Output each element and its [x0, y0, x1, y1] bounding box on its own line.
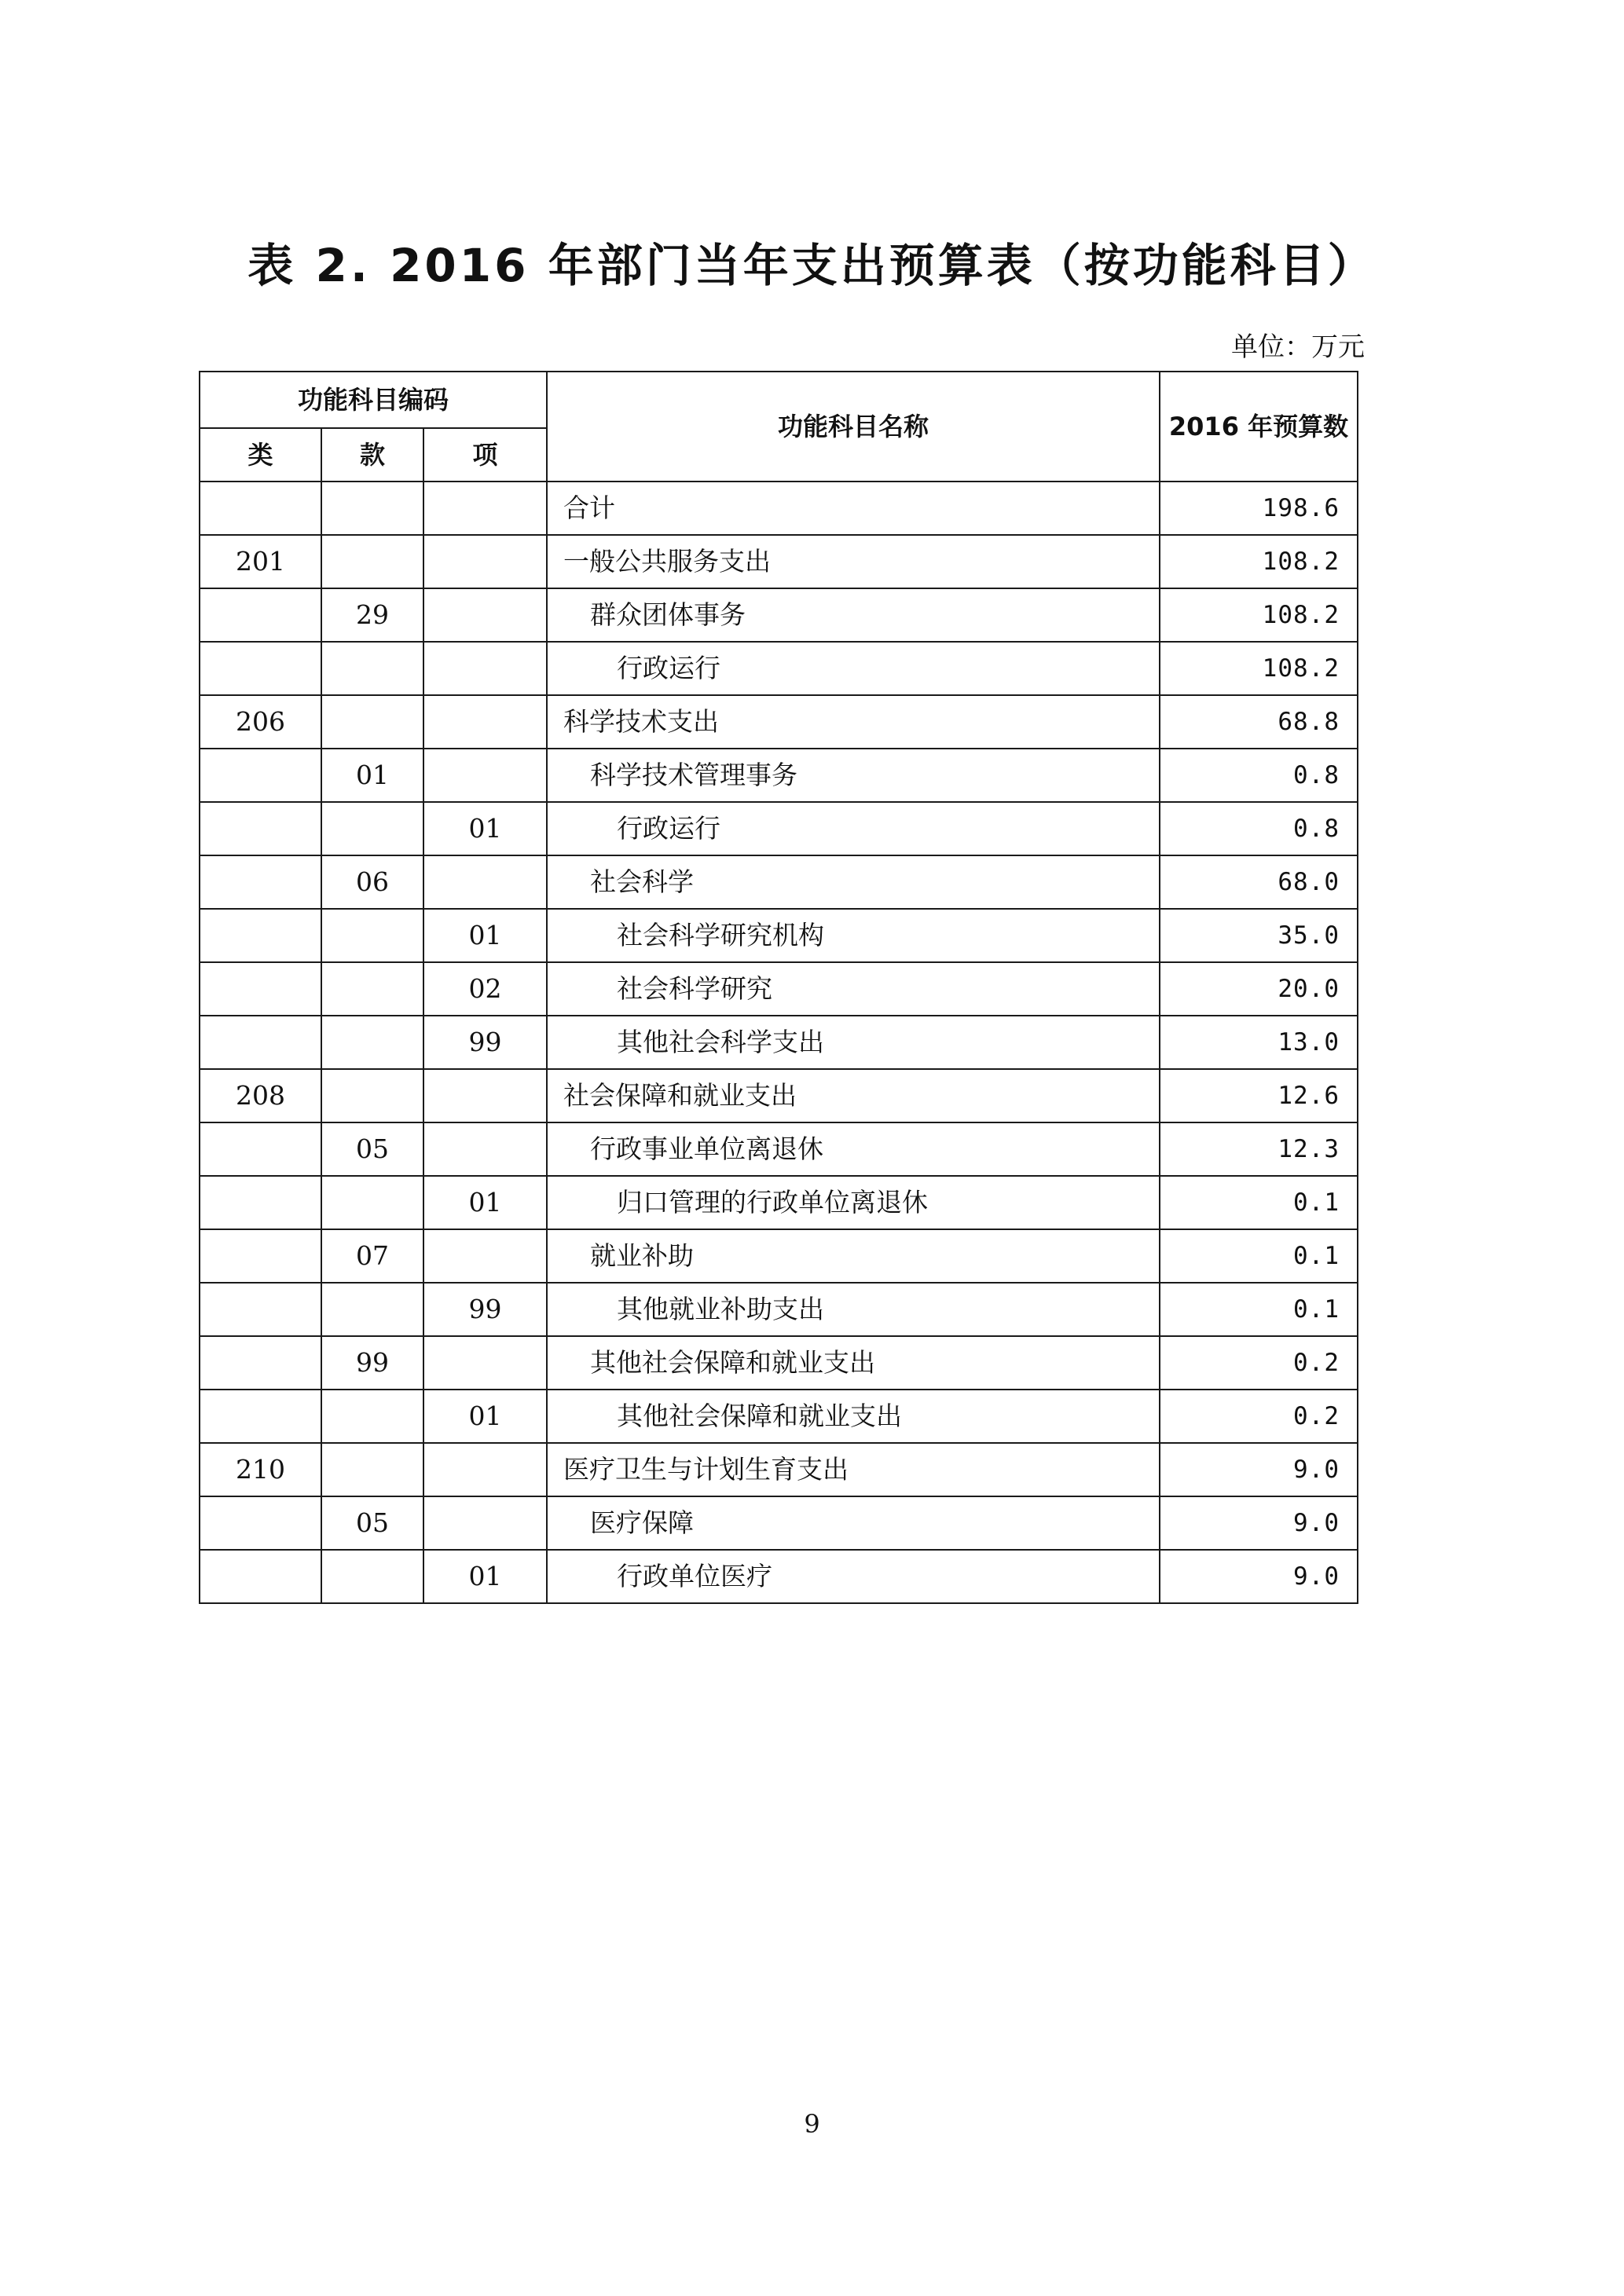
cell-kuan: 29: [321, 588, 423, 642]
table-row: [200, 855, 1358, 909]
cell-name: 科学技术支出: [547, 695, 1160, 749]
cell-kuan: 06: [321, 855, 423, 909]
cell-name: 其他社会保障和就业支出: [547, 1336, 1160, 1390]
cell-amount: 0.2: [1160, 1390, 1358, 1443]
cell-kuan: [321, 642, 423, 695]
cell-name: 行政事业单位离退休: [547, 1122, 1160, 1176]
cell-amount: 13.0: [1160, 1016, 1358, 1069]
cell-xiang: 01: [423, 1176, 547, 1229]
cell-xiang: 01: [423, 802, 547, 855]
cell-xiang: [423, 1443, 547, 1496]
cell-lei: [200, 1016, 321, 1069]
table-row: [200, 695, 1358, 749]
cell-name: 其他社会科学支出: [547, 1016, 1160, 1069]
cell-lei: [200, 909, 321, 962]
table-row: [200, 749, 1358, 802]
table-row: [200, 1496, 1358, 1550]
cell-amount: 9.0: [1160, 1496, 1358, 1550]
cell-lei: 208: [200, 1069, 321, 1122]
header-lei: 类: [200, 428, 321, 482]
cell-xiang: [423, 1229, 547, 1283]
cell-xiang: 02: [423, 962, 547, 1016]
cell-name: 社会科学研究: [547, 962, 1160, 1016]
cell-name: 社会科学: [547, 855, 1160, 909]
cell-lei: [200, 482, 321, 535]
cell-name: 群众团体事务: [547, 588, 1160, 642]
cell-lei: [200, 1229, 321, 1283]
cell-lei: [200, 962, 321, 1016]
cell-kuan: [321, 482, 423, 535]
cell-name: 医疗保障: [547, 1496, 1160, 1550]
table-row: [200, 1016, 1358, 1069]
header-name: 功能科目名称: [547, 372, 1160, 482]
cell-kuan: 05: [321, 1122, 423, 1176]
cell-xiang: [423, 535, 547, 588]
cell-xiang: [423, 1069, 547, 1122]
cell-amount: 12.3: [1160, 1122, 1358, 1176]
cell-amount: 0.1: [1160, 1283, 1358, 1336]
table-row: [200, 1176, 1358, 1229]
cell-lei: [200, 749, 321, 802]
table-row: [200, 642, 1358, 695]
table-row: [200, 1283, 1358, 1336]
cell-kuan: 01: [321, 749, 423, 802]
cell-name: 科学技术管理事务: [547, 749, 1160, 802]
table-header: [200, 372, 1358, 482]
table-row: [200, 1443, 1358, 1496]
page-title: 表 2. 2016 年部门当年支出预算表（按功能科目）: [247, 239, 1377, 292]
cell-amount: 0.2: [1160, 1336, 1358, 1390]
cell-xiang: [423, 855, 547, 909]
table-row: [200, 962, 1358, 1016]
cell-lei: [200, 1390, 321, 1443]
cell-amount: 0.8: [1160, 749, 1358, 802]
cell-kuan: [321, 802, 423, 855]
cell-kuan: [321, 695, 423, 749]
table-row: [200, 1390, 1358, 1443]
cell-xiang: [423, 749, 547, 802]
cell-xiang: [423, 1122, 547, 1176]
cell-lei: [200, 588, 321, 642]
cell-amount: 0.8: [1160, 802, 1358, 855]
cell-kuan: 07: [321, 1229, 423, 1283]
page-number: 9: [804, 2109, 820, 2139]
cell-xiang: [423, 642, 547, 695]
cell-name: 行政运行: [547, 642, 1160, 695]
cell-name: 行政运行: [547, 802, 1160, 855]
cell-amount: 20.0: [1160, 962, 1358, 1016]
table-row: [200, 1229, 1358, 1283]
cell-lei: 210: [200, 1443, 321, 1496]
cell-xiang: 01: [423, 909, 547, 962]
cell-kuan: [321, 1443, 423, 1496]
cell-amount: 108.2: [1160, 535, 1358, 588]
table-row: [200, 1069, 1358, 1122]
cell-lei: [200, 642, 321, 695]
cell-lei: [200, 802, 321, 855]
cell-xiang: [423, 695, 547, 749]
cell-amount: 0.1: [1160, 1176, 1358, 1229]
cell-xiang: 99: [423, 1016, 547, 1069]
cell-name: 社会科学研究机构: [547, 909, 1160, 962]
cell-kuan: [321, 909, 423, 962]
cell-lei: [200, 1122, 321, 1176]
table-body: [200, 482, 1358, 1603]
cell-kuan: [321, 535, 423, 588]
cell-name: 就业补助: [547, 1229, 1160, 1283]
table-row: [200, 588, 1358, 642]
cell-kuan: [321, 1283, 423, 1336]
table-row: [200, 1550, 1358, 1603]
cell-name: 其他就业补助支出: [547, 1283, 1160, 1336]
cell-lei: [200, 1496, 321, 1550]
table-row: [200, 535, 1358, 588]
cell-name: 医疗卫生与计划生育支出: [547, 1443, 1160, 1496]
cell-xiang: 99: [423, 1283, 547, 1336]
cell-name: 行政单位医疗: [547, 1550, 1160, 1603]
unit-label: 单位：万元: [1231, 331, 1365, 363]
cell-kuan: 99: [321, 1336, 423, 1390]
cell-xiang: [423, 588, 547, 642]
cell-lei: 201: [200, 535, 321, 588]
cell-kuan: [321, 1069, 423, 1122]
cell-xiang: 01: [423, 1390, 547, 1443]
table-row: [200, 802, 1358, 855]
cell-lei: 206: [200, 695, 321, 749]
cell-lei: [200, 855, 321, 909]
cell-kuan: [321, 1550, 423, 1603]
cell-lei: [200, 1336, 321, 1390]
cell-name: 一般公共服务支出: [547, 535, 1160, 588]
cell-amount: 0.1: [1160, 1229, 1358, 1283]
cell-kuan: [321, 962, 423, 1016]
cell-lei: [200, 1283, 321, 1336]
cell-kuan: [321, 1176, 423, 1229]
cell-name: 合计: [547, 482, 1160, 535]
cell-name: 社会保障和就业支出: [547, 1069, 1160, 1122]
cell-kuan: 05: [321, 1496, 423, 1550]
table-row: [200, 909, 1358, 962]
table-row: [200, 482, 1358, 535]
cell-amount: 68.0: [1160, 855, 1358, 909]
header-amount: 2016 年预算数: [1160, 372, 1358, 482]
cell-name: 归口管理的行政单位离退休: [547, 1176, 1160, 1229]
cell-amount: 68.8: [1160, 695, 1358, 749]
cell-amount: 9.0: [1160, 1550, 1358, 1603]
header-code-group: 功能科目编码: [200, 372, 547, 428]
cell-name: 其他社会保障和就业支出: [547, 1390, 1160, 1443]
cell-amount: 12.6: [1160, 1069, 1358, 1122]
cell-kuan: [321, 1016, 423, 1069]
cell-xiang: [423, 482, 547, 535]
cell-xiang: [423, 1496, 547, 1550]
cell-amount: 35.0: [1160, 909, 1358, 962]
header-kuan: 款: [321, 428, 423, 482]
budget-table: [199, 371, 1358, 1604]
header-xiang: 项: [423, 428, 547, 482]
cell-amount: 9.0: [1160, 1443, 1358, 1496]
table-row: [200, 1122, 1358, 1176]
cell-lei: [200, 1550, 321, 1603]
cell-amount: 108.2: [1160, 642, 1358, 695]
table-row: [200, 1336, 1358, 1390]
cell-xiang: 01: [423, 1550, 547, 1603]
cell-amount: 108.2: [1160, 588, 1358, 642]
cell-kuan: [321, 1390, 423, 1443]
cell-amount: 198.6: [1160, 482, 1358, 535]
cell-lei: [200, 1176, 321, 1229]
cell-xiang: [423, 1336, 547, 1390]
